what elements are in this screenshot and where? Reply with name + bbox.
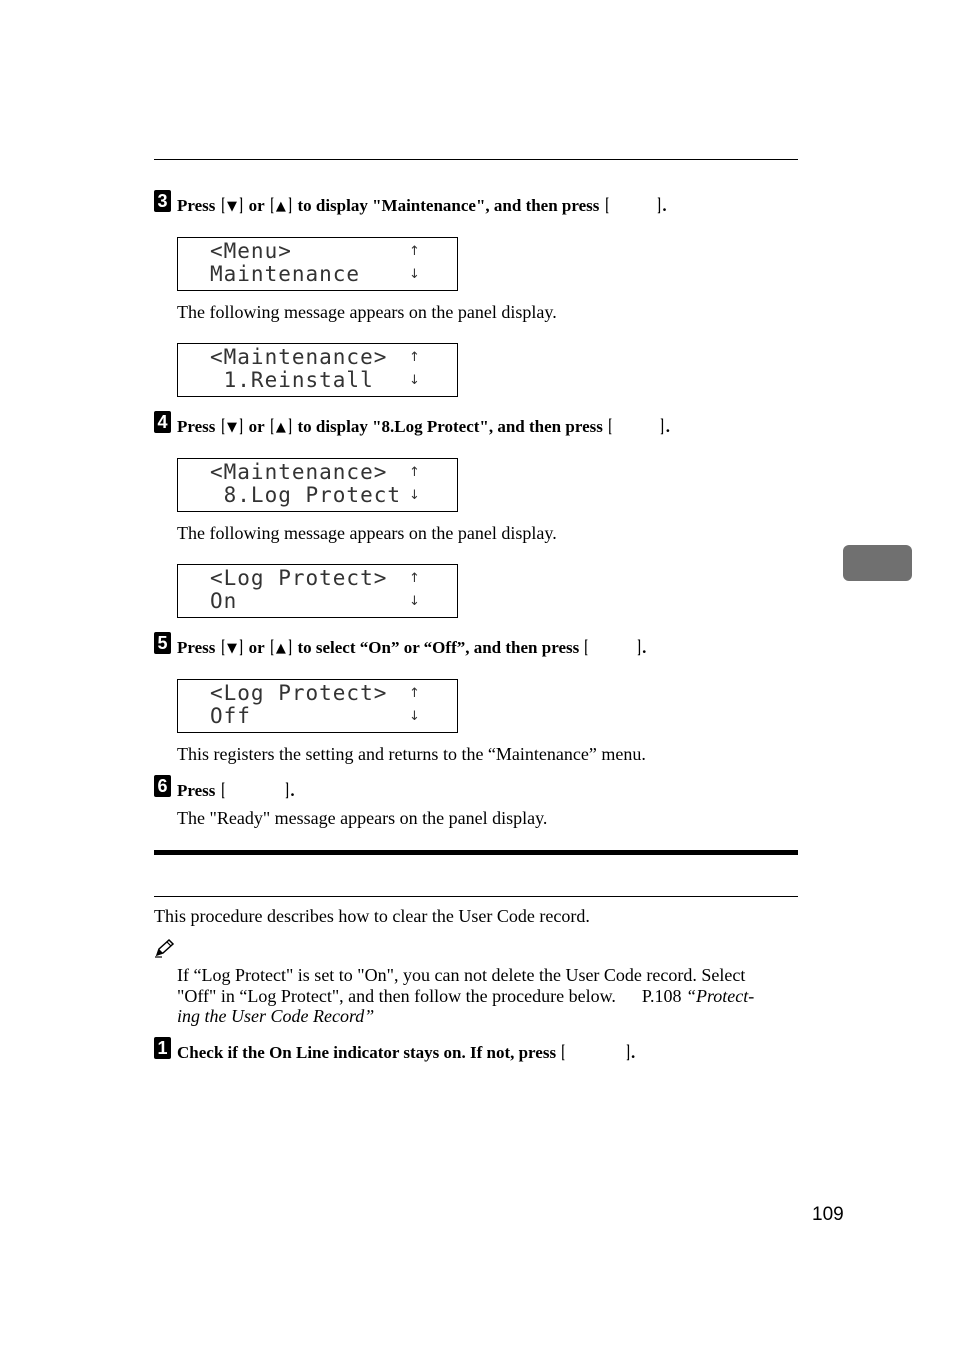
page-number: 109 xyxy=(812,1204,844,1225)
step-number-6: 6 xyxy=(154,775,171,797)
lcd-display-maintenance-reinstall xyxy=(177,343,458,397)
ready-message-text: The "Ready" message appears on the panel display. xyxy=(177,808,548,828)
section-rule-thin xyxy=(154,896,798,897)
chapter-thumb-tab xyxy=(843,545,912,581)
step-number-4: 4 xyxy=(154,411,171,433)
note-line-1: If “Log Protect" is set to "On", you can not delete the User Code record. Select xyxy=(177,965,746,985)
lcd-line-2: Off xyxy=(210,704,251,728)
down-arrow-key-icon: ▼ xyxy=(226,641,237,656)
lcd-line-1: <Maintenance> xyxy=(210,460,388,484)
lcd-display-maintenance-log-protect xyxy=(177,458,458,512)
cross-reference-page: P.108 xyxy=(641,986,682,1006)
lcd-up-arrow-icon: ↑ xyxy=(409,571,420,586)
lcd-line-2: Maintenance xyxy=(210,262,361,286)
lcd-line-2: 1.Reinstall xyxy=(210,368,374,392)
pencil-icon xyxy=(154,938,176,958)
down-arrow-key-icon: ▼ xyxy=(226,420,237,435)
step-3-instruction: Press [ ▼ ] or [ ▲ ] to display "Maintenance", and then press [ ]. xyxy=(177,195,667,216)
step-number-3: 3 xyxy=(154,190,171,212)
lcd-line-1: <Maintenance> xyxy=(210,345,388,369)
lcd-line-1: <Log Protect> xyxy=(210,566,388,590)
up-arrow-key-icon: ▲ xyxy=(275,641,286,656)
up-arrow-key-icon: ▲ xyxy=(275,420,286,435)
lcd-down-arrow-icon: ↓ xyxy=(409,709,420,724)
lcd-up-arrow-icon: ↑ xyxy=(409,465,420,480)
lcd-down-arrow-icon: ↓ xyxy=(409,373,420,388)
lcd-line-2: 8.Log Protect xyxy=(210,483,402,507)
up-arrow-key-icon: ▲ xyxy=(275,199,286,214)
step-4-instruction: Press [ ▼ ] or [ ▲ ] to display "8.Log Protect", and then press [ ]. xyxy=(177,416,671,437)
lcd-line-1: <Log Protect> xyxy=(210,681,388,705)
note-line-3: ing the User Code Record” xyxy=(177,1006,375,1026)
step-6-instruction: Press [ ]. xyxy=(177,780,295,801)
lcd-line-1: <Menu> xyxy=(210,239,292,263)
lcd-up-arrow-icon: ↑ xyxy=(409,686,420,701)
section-intro-text: This procedure describes how to clear the User Code record. xyxy=(154,906,590,926)
lcd-down-arrow-icon: ↓ xyxy=(409,594,420,609)
lcd-up-arrow-icon: ↑ xyxy=(409,244,420,259)
panel-message-text: The following message appears on the panel display. xyxy=(177,523,557,543)
step-number-1: 1 xyxy=(154,1037,171,1059)
step-5-instruction: Press [ ▼ ] or [ ▲ ] to select “On” or “Off”, and then press [ ]. xyxy=(177,637,647,658)
panel-message-text: The following message appears on the panel display. xyxy=(177,302,557,322)
lcd-up-arrow-icon: ↑ xyxy=(409,350,420,365)
lcd-line-2: On xyxy=(210,589,238,613)
lcd-down-arrow-icon: ↓ xyxy=(409,267,420,282)
lcd-display-menu xyxy=(177,237,458,291)
lcd-down-arrow-icon: ↓ xyxy=(409,488,420,503)
step-number-5: 5 xyxy=(154,632,171,654)
cross-reference-title: “Protect- xyxy=(685,986,755,1006)
registers-setting-text: This registers the setting and returns to the “Maintenance” menu. xyxy=(177,744,646,764)
header-rule xyxy=(154,159,798,160)
step-1-instruction: Check if the On Line indicator stays on. If not, press [ ]. xyxy=(177,1042,636,1063)
note-line-2: "Off" in “Log Protect", and then follow the procedure below. P.108 “Protect- xyxy=(177,986,755,1006)
lcd-display-log-protect-on xyxy=(177,564,458,618)
section-rule-thick xyxy=(154,850,798,855)
lcd-display-log-protect-off xyxy=(177,679,458,733)
down-arrow-key-icon: ▼ xyxy=(226,199,237,214)
